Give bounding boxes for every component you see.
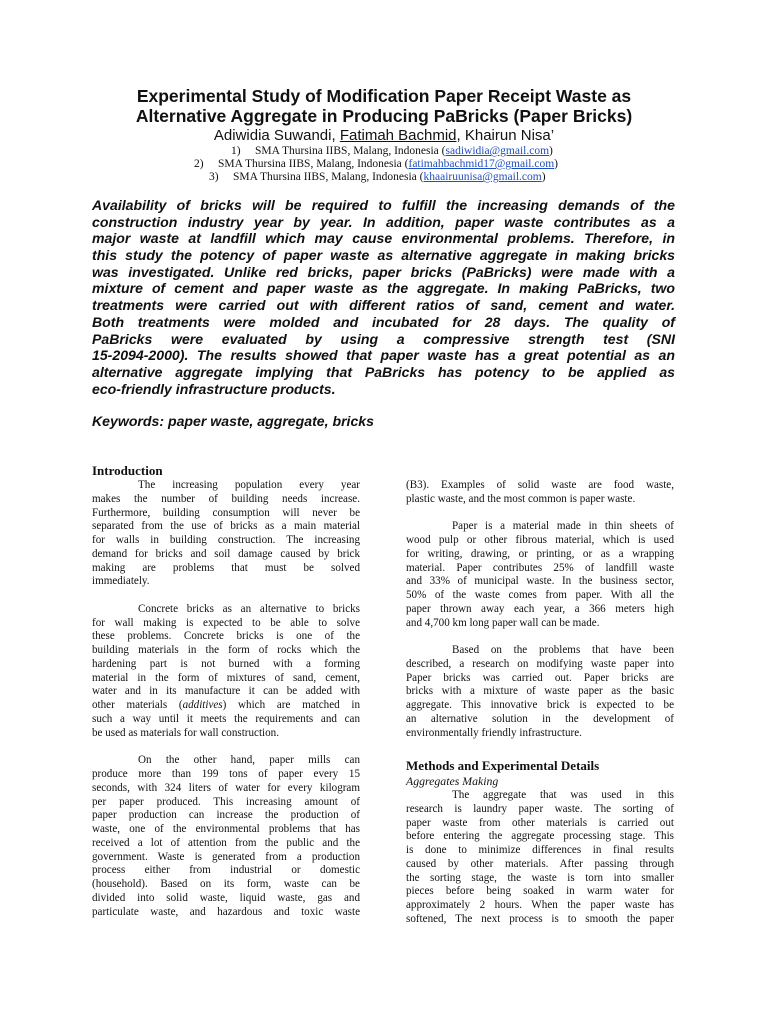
title-line-1: Experimental Study of Modification Paper Receipt Waste as (136, 86, 632, 106)
text-line: government. Waste is generated from a production (92, 850, 360, 863)
text-line: and 4,700 km long paper wall can be made. (406, 616, 600, 629)
text-line: makes the number of building needs increase. (92, 492, 360, 505)
author-3: , Khairun Nisa’ (456, 127, 555, 144)
text-line: Paper bricks was carried out. Paper bricks are (406, 671, 674, 684)
text-line: research is laundry paper waste. The sorting of (406, 802, 674, 815)
abstract (92, 197, 675, 397)
right-column-bottom (406, 789, 674, 927)
text-line: divided into solid waste, liquid waste, gas and (92, 891, 360, 904)
abstract-line: treatments were carried out with different ratios of sand, cement and water. (92, 297, 675, 314)
affiliation-number: 1) (231, 145, 241, 157)
text-line: an alternative solution in the development of (406, 713, 674, 726)
text-line: Based on the problems that have been (452, 644, 674, 657)
email-link[interactable]: sadiwidia@gmail.com (445, 145, 550, 157)
text-line: pieces before being soaked in warm water for (406, 885, 674, 898)
text-line: these problems. Concrete bricks is one of the (92, 630, 360, 643)
text-line: be used as materials for wall construction. (92, 726, 279, 739)
abstract-line: 15-2094-2000). The results showed that paper waste has a great potential as an (92, 347, 675, 364)
affiliation-text: SMA Thursina IIBS, Malang, Indonesia ( (218, 158, 409, 170)
text-line: material. Paper contributes 25% of landfill waste (406, 561, 674, 574)
text-line: received a lot of attention from the public and the (92, 836, 360, 849)
text-line: The increasing population every year (138, 479, 360, 491)
text-line: approximately 2 hours. When the paper waste has (406, 899, 674, 912)
text-line: immediately. (92, 575, 150, 588)
abstract-line: major waste at landfill which may cause environmental problems. Therefore, in (92, 230, 675, 247)
text-line: paper production can increase the production of (92, 809, 360, 822)
text-line: (B3). Examples of solid waste are food waste, (406, 479, 674, 491)
right-column-top (406, 479, 674, 741)
abstract-line: eco-friendly infrastructure products. (92, 380, 336, 397)
author-2: Fatimah Bachmid (339, 127, 457, 144)
abstract-line: this study the potency of paper waste as alternative aggregate in making bricks (92, 247, 675, 264)
text-line: for wall making is expected to be able to solve (92, 616, 360, 629)
text-line: process either from industrial or domestic (92, 864, 360, 877)
text-line: 50% of the waste comes from paper. With all the (406, 589, 674, 602)
text-line: Furthermore, building consumption will never be (92, 506, 360, 519)
text-line: and 33% of municipal waste. In the business sector, (406, 575, 674, 588)
text-line: wood pulp or other fibrous material, which is used (406, 534, 674, 547)
affiliation-text: SMA Thursina IIBS, Malang, Indonesia ( (255, 145, 446, 157)
aggregates-heading: Aggregates Making (406, 774, 499, 788)
abstract-line: Both treatments were molded and incubated for 28 days. The quality of (92, 313, 675, 330)
text-line: building materials in the form of rocks which the (92, 644, 360, 657)
abstract-line: construction industry year by year. In addition, paper waste contributes as a (92, 213, 675, 230)
text-line: (household). Based on its form, waste can be (92, 878, 360, 891)
abstract-line: was investigated. Unlike red bricks, paper bricks (PaBricks) were made with a (92, 263, 675, 280)
text-line: such a way until it meets the requirements and can (92, 713, 360, 726)
text-line: per paper produced. This increasing amount of (92, 795, 360, 808)
author-1: Adiwidia Suwandi, (213, 127, 340, 144)
text-line: On the other hand, paper mills can (138, 754, 360, 767)
email-link[interactable]: khaairuunisa@gmail.com (423, 171, 542, 183)
text-line: separated from the use of bricks as a main material (92, 520, 360, 533)
text-line: bricks with a mixture of waste paper as the basic (406, 685, 674, 698)
text-line: softened, The next process is to smooth the paper (406, 912, 674, 925)
abstract-line: Availability of bricks will be required to fulfill the increasing demands of the (92, 197, 675, 213)
paper-title (70, 86, 698, 126)
text-line: environmentally friendly infrastructure. (406, 726, 582, 739)
affiliation-close: ) (554, 158, 559, 170)
affiliation-close: ) (541, 171, 546, 183)
left-column (92, 479, 360, 920)
affiliation-number: 3) (209, 171, 219, 183)
text-line: described, a research on modifying waste paper into (406, 657, 674, 670)
abstract-line: mixture of cement and paper waste as the aggregate. In making PaBricks, two (92, 280, 675, 297)
italic-term: additives (182, 699, 223, 712)
text-line: paper thrown away each year, a 366 meters high (406, 602, 674, 615)
text-fragment: other materials ( (92, 699, 183, 712)
text-line: The aggregate that was used in this (452, 789, 674, 801)
text-line: seconds, with 324 liters of water for every kilogram (92, 781, 360, 794)
text-line: waste, one of the environmental problems that has (92, 823, 360, 836)
text-fragment: ) which are matched in (222, 699, 360, 712)
text-line: plastic waste, and the most common is paper waste. (406, 492, 636, 505)
abstract-line: PaBricks were evaluated by using a compressive strength test (SNI (92, 330, 675, 347)
affiliation-close: ) (549, 145, 553, 157)
text-line: aggregate. This innovative brick is expected to be (406, 699, 674, 712)
text-line: particulate waste, and hazardous and toxic waste (92, 905, 360, 918)
text-line: for writing, drawing, or printing, or as a wrapping (406, 547, 674, 560)
text-line: Paper is a material made in thin sheets of (452, 520, 674, 533)
abstract-line: alternative aggregate implying that PaBricks has potency to be applied as (92, 363, 675, 380)
text-line: Concrete bricks as an alternative to bricks (138, 602, 360, 615)
title-line-2: Alternative Aggregate in Producing PaBricks (Paper Bricks) (135, 106, 633, 126)
text-line: demand for bricks and soil damage caused by brick (92, 547, 360, 560)
text-line: for walls in building construction. The increasing (92, 534, 360, 547)
text-line: produce more than 199 tons of paper every 15 (92, 768, 360, 781)
introduction-heading: Introduction (92, 463, 163, 478)
text-line: the sorting stage, the waste is torn into smaller (406, 871, 674, 884)
text-line: paper waste from other materials is carried out (406, 816, 674, 829)
text-line: material in the form of mixtures of sand, cement, (92, 671, 360, 684)
text-line: making are problems that must be solved (92, 561, 360, 574)
text-line: water and in its manufacture it can be added with (92, 685, 360, 698)
text-line (92, 699, 360, 713)
affiliation-number: 2) (194, 158, 204, 170)
email-link[interactable]: fatimahbachmid17@gmail.com (408, 158, 555, 170)
text-line: hardening part is not burned with a forming (92, 657, 360, 670)
methods-heading: Methods and Experimental Details (406, 758, 600, 773)
text-line: is done to minimize differences in final results (406, 844, 674, 857)
text-line: caused by other materials. After passing through (406, 857, 674, 870)
affiliation-text: SMA Thursina IIBS, Malang, Indonesia ( (233, 171, 424, 183)
keywords: Keywords: paper waste, aggregate, bricks (92, 413, 374, 429)
text-line: before entering the aggregate processing stage. This (406, 830, 674, 843)
author-list (70, 127, 698, 145)
